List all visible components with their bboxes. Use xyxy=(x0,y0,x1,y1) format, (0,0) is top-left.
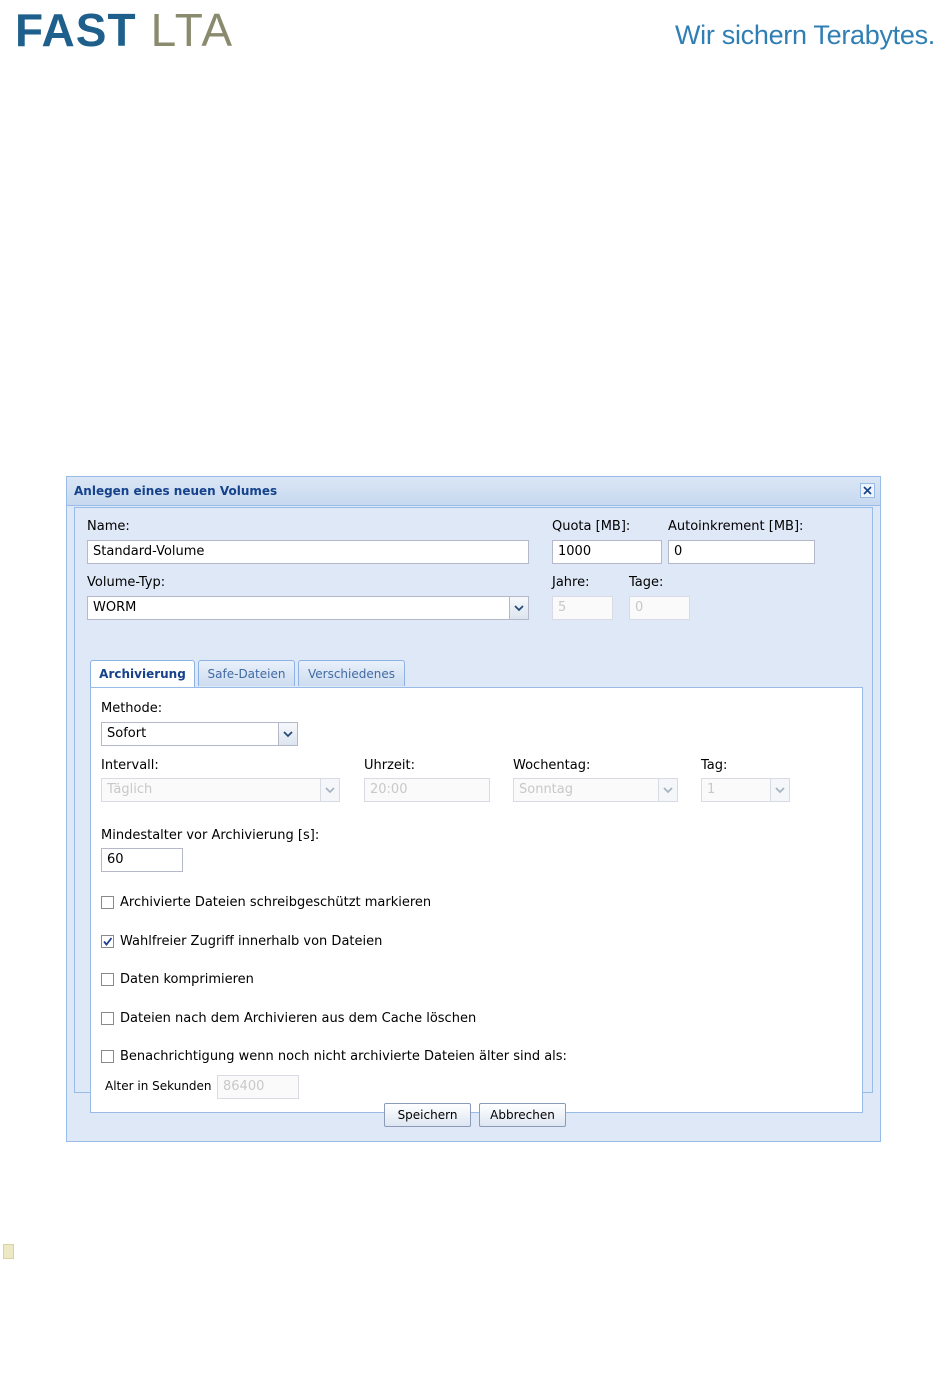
alter-input[interactable]: 86400 xyxy=(217,1075,299,1099)
page-marker xyxy=(3,1244,14,1259)
tab-safe-dateien[interactable]: Safe-Dateien xyxy=(198,660,295,686)
chevron-down-icon[interactable] xyxy=(320,778,340,802)
intervall-value[interactable]: Täglich xyxy=(101,778,321,802)
tage-label: Tage: xyxy=(629,575,664,590)
mindestalter-input[interactable]: 60 xyxy=(101,848,183,872)
methode-value[interactable]: Sofort xyxy=(101,722,279,746)
intervall-select[interactable] xyxy=(101,778,340,802)
mindestalter-label: Mindestalter vor Archivierung [s]: xyxy=(101,828,320,843)
quota-label: Quota [MB]: xyxy=(552,519,631,534)
chevron-down-icon[interactable] xyxy=(658,778,678,802)
tag-value[interactable]: 1 xyxy=(701,778,771,802)
checkbox-row-delete-cache[interactable] xyxy=(101,1010,476,1026)
chevron-down-icon[interactable] xyxy=(509,596,529,620)
chevron-down-icon[interactable] xyxy=(278,722,298,746)
tab-strip xyxy=(90,660,872,688)
delete-cache-checkbox[interactable] xyxy=(101,1012,114,1025)
compress-checkbox[interactable] xyxy=(101,973,114,986)
archivierung-tab-panel xyxy=(90,687,863,1113)
fast-lta-logo xyxy=(15,4,235,56)
chevron-down-icon[interactable] xyxy=(770,778,790,802)
notification-label: Benachrichtigung wenn noch nicht archivierte Dateien älter sind als: xyxy=(120,1048,567,1064)
checkbox-row-random-access[interactable] xyxy=(101,933,382,949)
save-button[interactable]: Speichern xyxy=(384,1103,471,1127)
autoinkrement-input[interactable]: 0 xyxy=(668,540,815,564)
tagline: Wir sichern Terabytes. xyxy=(675,20,935,50)
logo-lta-text: LTA xyxy=(150,4,235,56)
cancel-button[interactable]: Abbrechen xyxy=(479,1103,566,1127)
jahre-input[interactable]: 5 xyxy=(552,596,613,620)
tage-input[interactable]: 0 xyxy=(629,596,690,620)
delete-cache-label: Dateien nach dem Archivieren aus dem Cache löschen xyxy=(120,1010,477,1026)
checkmark-icon xyxy=(102,936,113,947)
wochentag-select[interactable] xyxy=(513,778,678,802)
dialog-form-panel xyxy=(74,507,873,1093)
tab-archivierung[interactable]: Archivierung xyxy=(90,660,195,688)
uhrzeit-input[interactable]: 20:00 xyxy=(364,778,490,802)
checkbox-row-notification[interactable] xyxy=(101,1048,567,1064)
volume-type-select[interactable] xyxy=(87,596,529,620)
random-access-label: Wahlfreier Zugriff innerhalb von Dateien xyxy=(120,933,383,949)
volume-type-label: Volume-Typ: xyxy=(87,575,166,590)
random-access-checkbox[interactable] xyxy=(101,935,114,948)
tag-select[interactable] xyxy=(701,778,790,802)
alter-label: Alter in Sekunden xyxy=(105,1079,212,1093)
compress-label: Daten komprimieren xyxy=(120,971,254,987)
dialog-title: Anlegen eines neuen Volumes xyxy=(74,484,278,498)
logo-fast-text: FAST xyxy=(15,4,137,56)
name-input[interactable]: Standard-Volume xyxy=(87,540,529,564)
new-volume-dialog xyxy=(66,476,881,1142)
tag-label: Tag: xyxy=(701,758,728,773)
uhrzeit-label: Uhrzeit: xyxy=(364,758,416,773)
quota-input[interactable]: 1000 xyxy=(552,540,662,564)
wochentag-value[interactable]: Sonntag xyxy=(513,778,659,802)
methode-label: Methode: xyxy=(101,701,163,716)
volume-type-value[interactable]: WORM xyxy=(87,596,510,620)
dialog-titlebar[interactable] xyxy=(67,477,880,506)
intervall-label: Intervall: xyxy=(101,758,159,773)
close-icon[interactable] xyxy=(860,483,875,498)
checkbox-row-write-protect[interactable] xyxy=(101,894,431,910)
autoinkrement-label: Autoinkrement [MB]: xyxy=(668,519,804,534)
jahre-label: Jahre: xyxy=(552,575,590,590)
write-protect-label: Archivierte Dateien schreibgeschützt markieren xyxy=(120,894,432,910)
checkbox-row-compress[interactable] xyxy=(101,971,254,987)
notification-checkbox[interactable] xyxy=(101,1050,114,1063)
name-label: Name: xyxy=(87,519,130,534)
wochentag-label: Wochentag: xyxy=(513,758,591,773)
methode-select[interactable] xyxy=(101,722,298,746)
write-protect-checkbox[interactable] xyxy=(101,896,114,909)
tab-verschiedenes[interactable]: Verschiedenes xyxy=(298,660,405,686)
